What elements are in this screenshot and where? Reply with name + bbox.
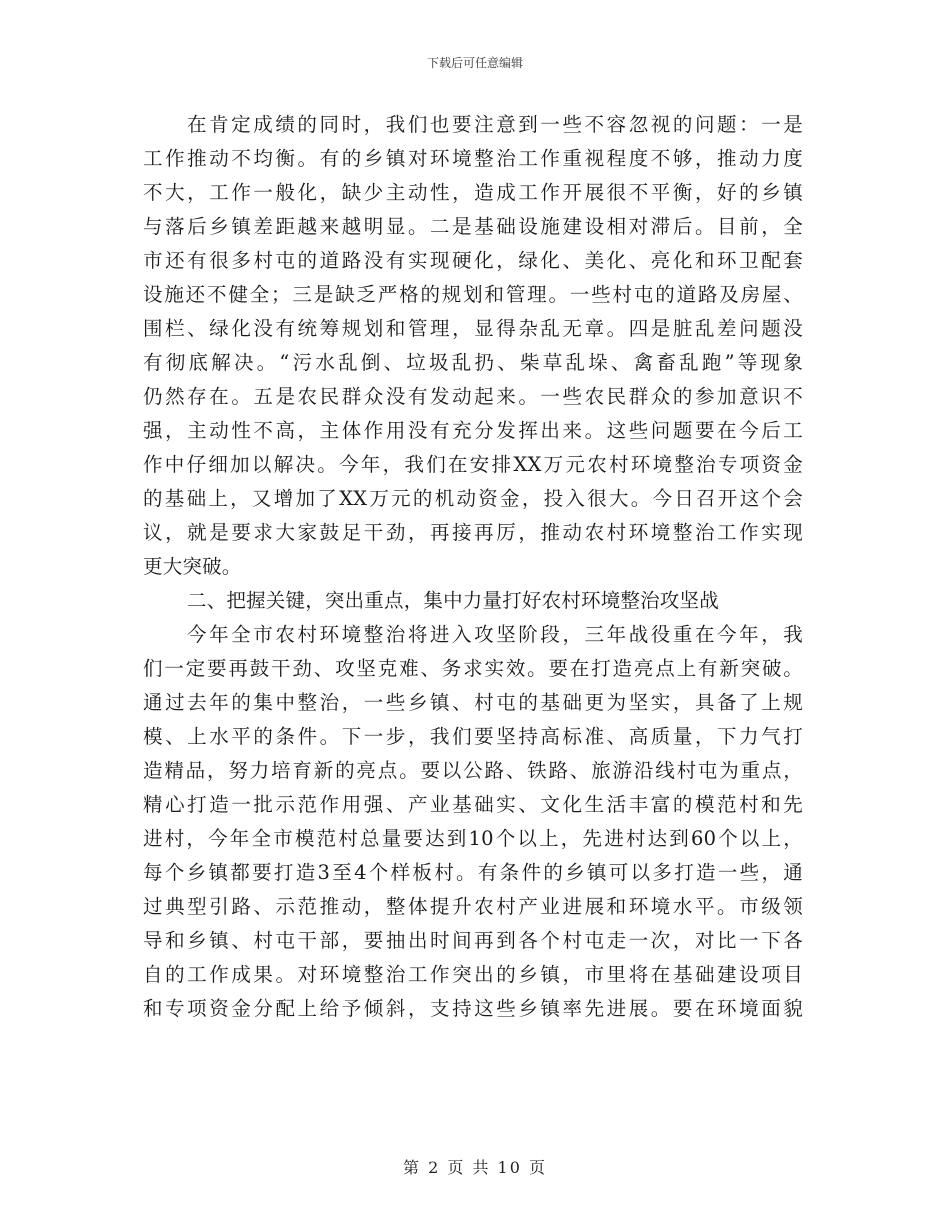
text-line: 造精品，努力培育新的亮点。要以公路、铁路、旅游沿线村屯为重点，: [143, 759, 803, 782]
text-line: 进村，今年全市模范村总量要达到10个以上，先进村达到60个以上，: [143, 827, 803, 850]
text-line: 导和乡镇、村屯干部，要抽出时间再到各个村屯走一次，对比一下各: [143, 929, 803, 952]
page-footer: 第 2 页 共 10 页: [403, 1158, 547, 1177]
text-line: 和专项资金分配上给予倾斜，支持这些乡镇率先进展。要在环境面貌: [143, 997, 803, 1020]
text-line: 精心打造一批示范作用强、产业基础实、文化生活丰富的模范村和先: [143, 793, 803, 816]
text-line: 过典型引路、示范推动，整体提升农村产业进展和环境水平。市级领: [143, 895, 803, 918]
text-line: 二、把握关键，突出重点，集中力量打好农村环境整治攻坚战: [187, 589, 719, 612]
text-line: 议，就是要求大家鼓足干劲，再接再厉，推动农村环境整治工作实现: [143, 521, 803, 544]
text-line: 通过去年的集中整治，一些乡镇、村屯的基础更为坚实，具备了上规: [143, 691, 803, 714]
text-line: 仍然存在。五是农民群众没有发动起来。一些农民群众的参加意识不: [143, 385, 803, 408]
text-line: 设施还不健全；三是缺乏严格的规划和管理。一些村屯的道路及房屋、: [143, 283, 803, 306]
page-header: 下载后可任意编辑: [426, 56, 523, 70]
text-line: 更大突破。: [143, 555, 242, 578]
text-line: 们一定要再鼓干劲、攻坚克难、务求实效。要在打造亮点上有新突破。: [143, 657, 803, 680]
text-line: 不大，工作一般化，缺少主动性，造成工作开展很不平衡，好的乡镇: [143, 181, 803, 204]
text-line: 市还有很多村屯的道路没有实现硬化，绿化、美化、亮化和环卫配套: [143, 249, 803, 272]
text-line: 模、上水平的条件。下一步，我们要坚持高标准、高质量，下力气打: [143, 725, 803, 748]
text-line: 作中仔细加以解决。今年，我们在安排XX万元农村环境整治专项资金: [143, 453, 803, 476]
text-line: 的基础上，又增加了XX万元的机动资金，投入很大。今日召开这个会: [143, 487, 803, 510]
document-body: [143, 108, 803, 1026]
text-line: 每个乡镇都要打造3至4个样板村。有条件的乡镇可以多打造一些，通: [143, 861, 803, 884]
text-line: 今年全市农村环境整治将进入攻坚阶段，三年战役重在今年，我: [187, 623, 803, 646]
text-line: 与落后乡镇差距越来越明显。二是基础设施建设相对滞后。目前，全: [143, 215, 803, 238]
text-line: 强，主动性不高，主体作用没有充分发挥出来。这些问题要在今后工: [143, 419, 803, 442]
text-line: 在肯定成绩的同时，我们也要注意到一些不容忽视的问题：一是: [187, 113, 803, 136]
text-line: 自的工作成果。对环境整治工作突出的乡镇，市里将在基础建设项目: [143, 963, 803, 986]
text-line: 围栏、绿化没有统筹规划和管理，显得杂乱无章。四是脏乱差问题没: [143, 317, 803, 340]
text-line: 工作推动不均衡。有的乡镇对环境整治工作重视程度不够，推动力度: [143, 147, 803, 170]
text-line: 有彻底解决。“污水乱倒、垃圾乱扔、柴草乱垛、禽畜乱跑”等现象: [143, 351, 803, 374]
